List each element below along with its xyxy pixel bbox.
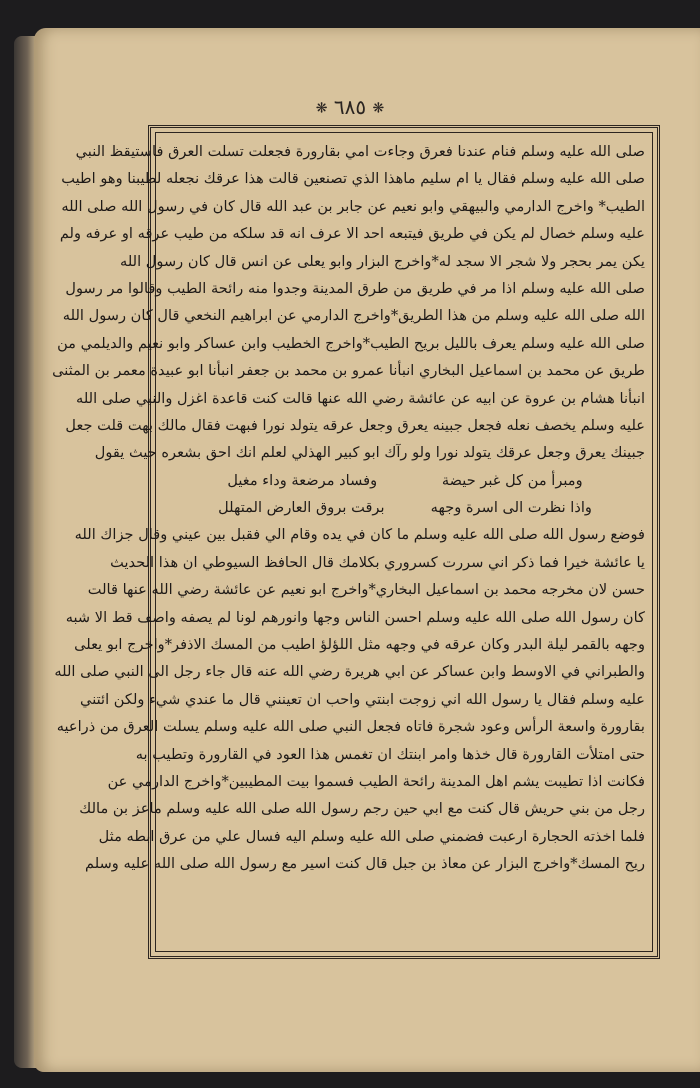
text-line: ريح المسك*واخرج البزار عن معاذ بن جبل قال كنت اسير مع رسول الله صلى الله عليه وسلم	[85, 855, 645, 873]
page-number: ٦٨٥	[333, 95, 367, 119]
book-edge	[14, 36, 36, 1068]
text-line: وجهه بالقمر ليلة البدر وكان عرقه في وجهه مثل اللؤلؤ اطيب من المسك الاذفر*واخرج ابو يعلى	[74, 636, 645, 654]
ornament-icon: ❋	[372, 100, 385, 117]
text-line: يا عائشة خيرا فما ذكر اني سررت كسروري بكلامك قال الحافظ السيوطي ان هذا الحديث	[110, 553, 645, 571]
body-text	[52, 138, 645, 948]
text-line: فلما اخذته الحجارة ارعبت فضمني صلى الله عليه وسلم اليه فسال علي من عرق ابطه مثل	[98, 827, 645, 845]
text-line: صلى الله عليه وسلم فقال يا ام سليم ماهذا الذي تصنعين قالت هذا عرقك نجعله لطيبنا وهو اطيب	[61, 170, 645, 188]
text-line: والطبراني في الاوسط وابن عساكر عن ابي هريرة رضي الله عنه قال جاء رجل الى النبي صلى الله	[54, 663, 645, 681]
text-line: فوضع رسول الله صلى الله عليه وسلم ما كان في يده وقام الي فقبل بين عيني وقال جزاك الله	[74, 526, 645, 544]
text-line: طريق عن محمد بن اسماعيل البخاري انبأنا عمرو بن محمد بن جعفر انبأنا ابو عبيدة معمر بن المثنى	[52, 362, 645, 380]
text-line: حتى امتلأت القارورة قال خذها وامر ابنتك ان تغمس هذا العود في القارورة وتطيب به	[135, 745, 645, 763]
verse-line	[165, 494, 645, 521]
text-line: يكن يمر بحجر ولا شجر الا سجد له*واخرج البزار وابو يعلى عن انس قال كان رسول الله	[120, 252, 645, 270]
text-line: الطيب* واخرج الدارمي والبيهقي وابو نعيم عن جابر بن عبد الله قال كان في رسول الله صلى الله	[61, 197, 645, 215]
text-line: حسن لان مخرجه محمد بن اسماعيل البخاري*واخرج ابو نعيم عن عائشة رضي الله عنها قالت	[87, 581, 645, 599]
verse-hemistich-left: وفساد مرضعة وداء مغيل	[227, 471, 378, 489]
text-line: كان رسول الله صلى الله عليه وسلم احسن الناس وجها وانورهم لونا لم يصفه واصف قط الا شبه	[65, 608, 645, 626]
text-line: صلى الله عليه وسلم يعرف بالليل بريح الطيب*واخرج الخطيب وابن عساكر وابو نعيم والديلمي من	[57, 334, 645, 352]
text-line: رجل من بني حريش قال كنت مع ابي حين رجم رسول الله صلى الله عليه وسلم ماعز بن مالك	[79, 800, 645, 818]
text-line: جبينك يعرق وجعل عرقك يتولد نورا ولو رآك ابو كبير الهذلي لعلم انك احق بشعره حيث يقول	[94, 444, 645, 462]
text-line: انبأنا هشام بن عروة عن ابيه عن عائشة رضي الله عنها قالت كنت قاعدة اغزل والنبي صلى الله	[76, 389, 645, 407]
verse-hemistich-left: برقت بروق العارض المتهلل	[218, 499, 385, 517]
verse-hemistich-right: واذا نظرت الى اسرة وجهه	[430, 499, 592, 517]
ornament-icon: ❋	[315, 100, 328, 117]
page-header	[0, 95, 700, 119]
text-line: صلى الله عليه وسلم فنام عندنا فعرق وجاءت امي بقارورة فجعلت تسلت العرق فاستيقظ النبي	[75, 143, 645, 160]
text-line: بقارورة واسعة الرأس وعود شجرة فاتاه فجعل النبي صلى الله عليه وسلم يسلت العرق من ذراعيه	[56, 718, 645, 736]
text-line: عليه وسلم فقال يا رسول الله اني زوجت ابنتي واحب ان تعينني قال ما عندي شيء ولكن ائتني	[80, 690, 645, 708]
text-frame	[52, 125, 660, 959]
verse-line	[165, 467, 645, 494]
text-line: عليه وسلم يخصف نعله فجعل جبينه يعرق وجعل عرقه يتولد نورا فبهت فقال مالك بهت قلت جعل	[65, 416, 645, 434]
text-line: الله صلى الله عليه وسلم من هذا الطريق*واخرج الدارمي عن ابراهيم النخعي قال كان رسول الله	[62, 307, 645, 325]
text-line: فكانت اذا تطيبت يشم اهل المدينة رائحة الطيب فسموا بيت المطيبين*واخرج الدارمي عن	[107, 772, 645, 790]
text-line: عليه وسلم خصال لم يكن في طريق فيتبعه احد الا عرف انه قد سلكه من طيب عرقه او عرفه ولم	[59, 225, 645, 243]
text-line: صلى الله عليه وسلم اذا مر في طريق من طرق المدينة وجدوا منه رائحة الطيب وقالوا مر رسول	[65, 279, 645, 297]
verse-hemistich-right: ومبرأ من كل غبر حيضة	[441, 471, 583, 489]
